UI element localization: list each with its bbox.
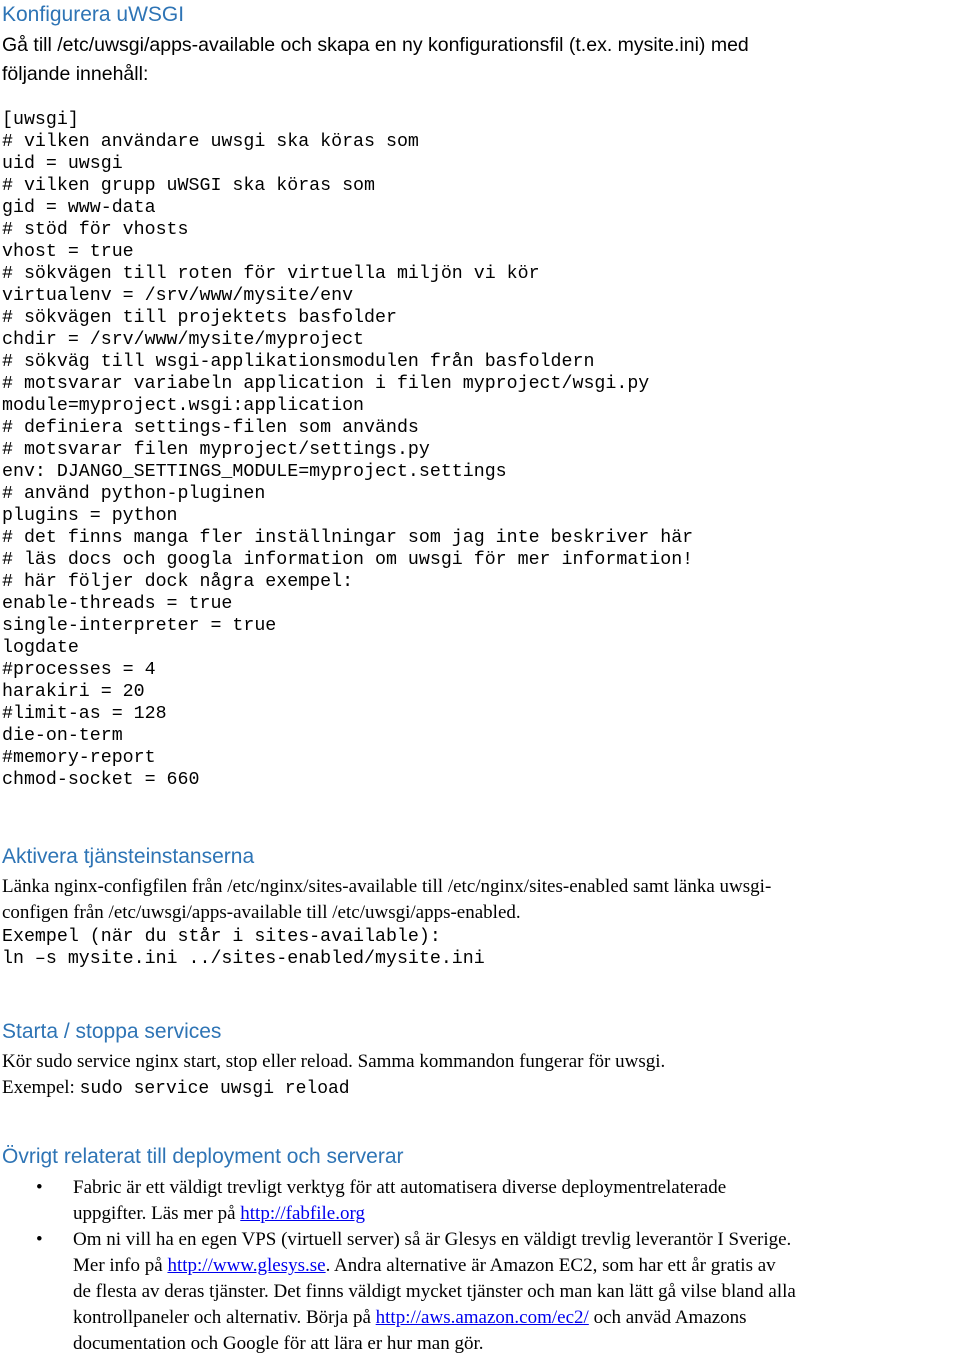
vps-text-3: . Andra alternative är Amazon EC2, som har ett år gratis av <box>325 1255 776 1276</box>
section-title-configure-uwsgi: Konfigurera uWSGI <box>2 3 185 26</box>
link-config-line-2: configen från /etc/uwsgi/apps-available till /etc/uwsgi/apps-enabled. <box>2 902 521 923</box>
section-title-other-deployment: Övrigt relaterat till deployment och serverar <box>2 1145 404 1168</box>
glesys-link[interactable]: http://www.glesys.se <box>167 1255 326 1276</box>
fabfile-link[interactable]: http://fabfile.org <box>240 1203 365 1224</box>
service-example-label: Exempel: <box>2 1077 80 1098</box>
intro-line-1: Gå till /etc/uwsgi/apps-available och skapa en ny konfigurationsfil (t.ex. mysite.ini) med <box>2 34 749 56</box>
vps-text-6: och anväd Amazons <box>588 1307 747 1328</box>
aws-ec2-link[interactable]: http://aws.amazon.com/ec2/ <box>375 1307 589 1328</box>
link-config-line-1: Länka nginx-configfilen från /etc/nginx/sites-available till /etc/nginx/sites-enabled samt länka uwsgi- <box>2 876 772 897</box>
intro-line-2: följande innehåll: <box>2 63 149 85</box>
vps-text-5: kontrollpaneler och alternativ. Börja på <box>73 1307 376 1328</box>
vps-text-7: documentation och Google för att lära er hur man gör. <box>73 1333 484 1354</box>
deployment-resources-list <box>0 1175 960 1357</box>
section-title-activate-services: Aktivera tjänsteinstanserna <box>2 845 255 868</box>
fabric-text: Fabric är ett väldigt trevligt verktyg för att automatisera diverse deploymentrelaterade <box>73 1177 727 1198</box>
vps-text-2: Mer info på <box>73 1255 168 1276</box>
service-example-code: sudo service uwsgi reload <box>79 1079 350 1099</box>
bullet-icon: • <box>36 1229 43 1250</box>
vps-text-4: de flesta av deras tjänster. Det finns väldigt mycket tjänster och man kan lätt gå vilse bland alla <box>73 1281 796 1302</box>
list-item-fabric <box>0 1175 960 1227</box>
fabric-text-2: uppgifter. Läs mer på <box>73 1203 241 1224</box>
symlink-example-code: Exempel (när du står i sites-available): ln –s mysite.ini ../sites-enabled/mysite.ini <box>2 927 485 969</box>
service-example-line <box>2 1075 958 1102</box>
section-title-start-stop-services: Starta / stoppa services <box>2 1020 222 1043</box>
bullet-icon: • <box>36 1177 43 1198</box>
vps-text-1: Om ni vill ha en egen VPS (virtuell server) så är Glesys en väldigt trevlig leverantör I Sverige. <box>73 1229 792 1250</box>
list-item-vps <box>0 1227 960 1357</box>
uwsgi-config-code-block: [uwsgi] # vilken användare uwsgi ska köras som uid = uwsgi # vilken grupp uWSGI ska köras som gid = www-data # stöd för vhosts vhost = true # sökvägen till roten för virtuella miljön vi kör virtualenv = /srv/www/mysite/env # sökvägen till projektets basfolder chdir = /srv/www/mysite/myproject # sökväg till wsgi-applikationsmodulen från basfoldern # motsvarar variabeln application i filen myproject/wsgi.py module=myproject.wsgi:application # definiera settings-filen som används # motsvarar filen myproject/settings.py env: DJANGO_SETTINGS_MODULE=myproject.settings # använd python-pluginen plugins = python # det finns manga fler inställningar som jag inte beskriver här # läs docs och googla information om uwsgi för mer information! # här följer dock några exempel: enable-threads = true single-interpreter = true logdate #processes = 4 harakiri = 20 #limit-as = 128 die-on-term #memory-report chmod-socket = 660 <box>2 110 694 790</box>
service-commands-line: Kör sudo service nginx start, stop eller reload. Samma kommandon fungerar för uwsgi. <box>2 1051 666 1072</box>
